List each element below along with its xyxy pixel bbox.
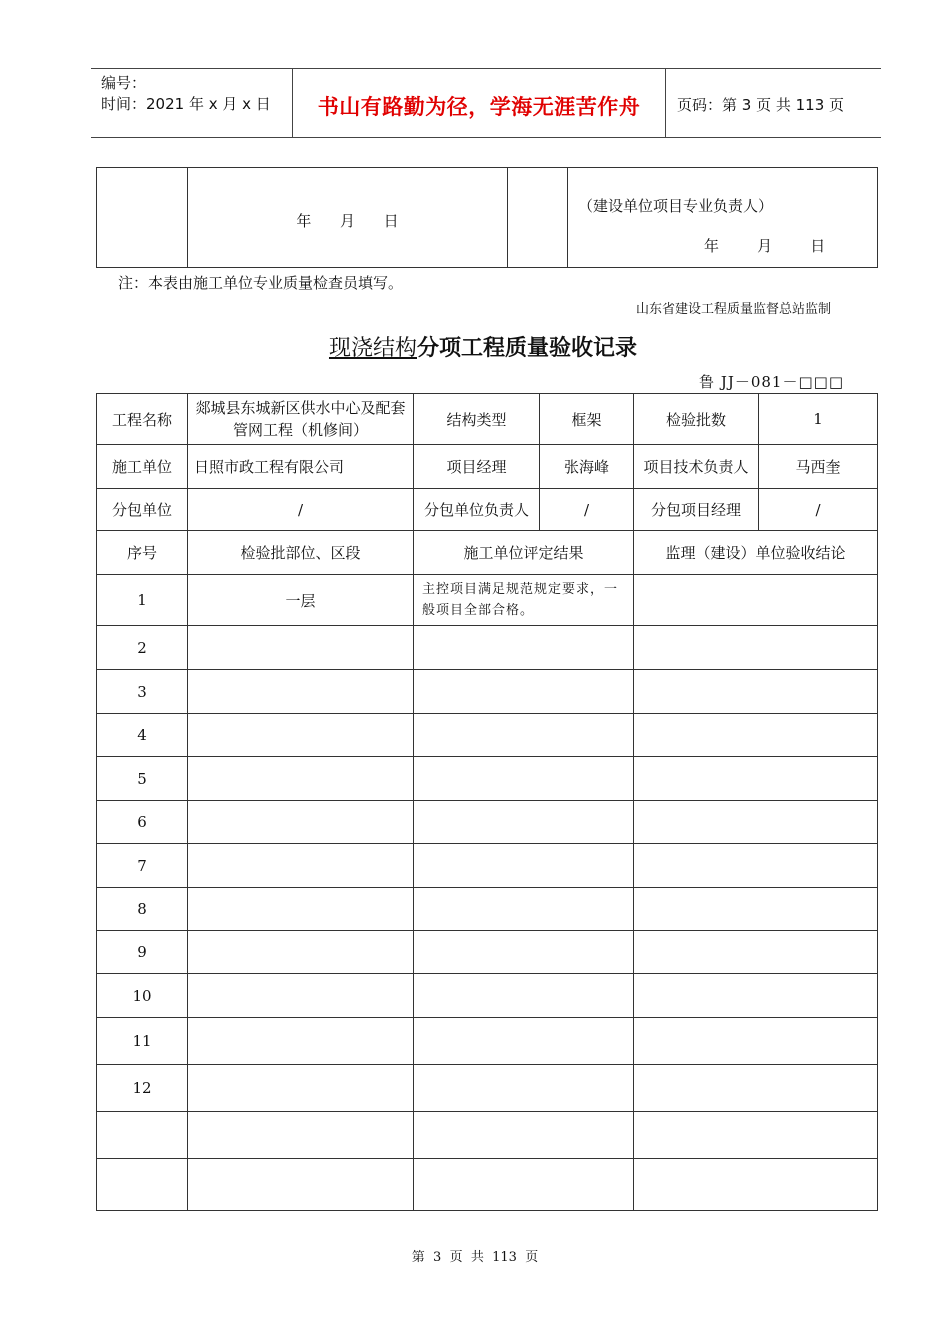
row-part xyxy=(188,1159,414,1211)
row-part xyxy=(188,670,414,714)
row-number: 6 xyxy=(97,801,188,844)
row-result xyxy=(414,714,634,757)
tech-lead-label: 项目技术负责人 xyxy=(634,445,759,489)
number-label: 编号： xyxy=(101,74,147,92)
row-number: 2 xyxy=(97,626,188,670)
sub-lead: / xyxy=(540,489,634,531)
responsible-label: （建设单位项目专业负责人） xyxy=(578,197,774,215)
table-row xyxy=(97,1065,878,1112)
page-number-label: 页码：第 3 页 共 113 页 xyxy=(677,96,845,114)
row-part xyxy=(188,757,414,801)
responsible-cell xyxy=(568,168,878,268)
table-row xyxy=(97,670,878,714)
row-result xyxy=(414,801,634,844)
row-result xyxy=(414,626,634,670)
row-result xyxy=(414,844,634,888)
row-conclusion xyxy=(634,1065,878,1112)
form-note: 注：本表由施工单位专业质量检查员填写。 xyxy=(118,274,404,292)
table-row xyxy=(97,1112,878,1159)
row-part xyxy=(188,714,414,757)
row-conclusion xyxy=(634,974,878,1018)
signature-table xyxy=(96,167,878,268)
signature-date: 年 月 日 xyxy=(296,212,399,230)
supervising-station: 山东省建设工程质量监督总站监制 xyxy=(635,302,831,317)
row-result xyxy=(414,1159,634,1211)
table-row xyxy=(97,974,878,1018)
sub: / xyxy=(188,489,414,531)
tech-lead: 马西奎 xyxy=(759,445,878,489)
row-part xyxy=(188,974,414,1018)
inspection-table xyxy=(96,393,878,1211)
table-row xyxy=(97,757,878,801)
contractor: 日照市政工程有限公司 xyxy=(188,445,414,489)
row-conclusion xyxy=(634,888,878,931)
row-result xyxy=(414,1112,634,1159)
column-header: 施工单位评定结果 xyxy=(414,531,634,575)
column-header: 序号 xyxy=(97,531,188,575)
header-motto: 书山有路勤为径，学海无涯苦作舟 xyxy=(317,95,641,119)
table-row xyxy=(97,575,878,626)
signature-cell xyxy=(97,168,188,268)
row-number xyxy=(97,1159,188,1211)
row-conclusion xyxy=(634,844,878,888)
pm: 张海峰 xyxy=(540,445,634,489)
header-meta xyxy=(101,73,271,115)
row-conclusion xyxy=(634,1112,878,1159)
row-result xyxy=(414,1018,634,1065)
column-header: 检验批部位、区段 xyxy=(188,531,414,575)
table-row xyxy=(97,626,878,670)
header-divider xyxy=(665,69,666,137)
pm-label: 项目经理 xyxy=(414,445,540,489)
row-conclusion xyxy=(634,931,878,974)
row-number: 11 xyxy=(97,1018,188,1065)
row-part xyxy=(188,888,414,931)
row-part xyxy=(188,931,414,974)
row-part xyxy=(188,1065,414,1112)
sub-pm: / xyxy=(759,489,878,531)
row-conclusion xyxy=(634,714,878,757)
row-part xyxy=(188,626,414,670)
project-name-label: 工程名称 xyxy=(97,394,188,445)
row-result xyxy=(414,670,634,714)
row-number: 8 xyxy=(97,888,188,931)
table-row xyxy=(97,844,878,888)
row-number: 1 xyxy=(97,575,188,626)
row-conclusion xyxy=(634,575,878,626)
title-underlined: 现浇结构 xyxy=(328,336,417,361)
batch-count-label: 检验批数 xyxy=(634,394,759,445)
row-number: 4 xyxy=(97,714,188,757)
sub-lead-label: 分包单位负责人 xyxy=(414,489,540,531)
row-conclusion xyxy=(634,626,878,670)
table-row xyxy=(97,1159,878,1211)
page-header xyxy=(91,68,881,138)
row-number: 9 xyxy=(97,931,188,974)
row-conclusion xyxy=(634,757,878,801)
row-part xyxy=(188,844,414,888)
project-name: 郯城县东城新区供水中心及配套管网工程（机修间） xyxy=(188,394,414,445)
row-result xyxy=(414,974,634,1018)
row-conclusion xyxy=(634,670,878,714)
contractor-label: 施工单位 xyxy=(97,445,188,489)
structure-type: 框架 xyxy=(540,394,634,445)
table-row xyxy=(97,931,878,974)
row-part xyxy=(188,801,414,844)
table-row xyxy=(97,801,878,844)
row-part xyxy=(188,1018,414,1065)
sub-label: 分包单位 xyxy=(97,489,188,531)
page-title xyxy=(0,331,950,362)
row-part: 一层 xyxy=(188,575,414,626)
responsible-date: 年 月 日 xyxy=(704,237,826,255)
row-part xyxy=(188,1112,414,1159)
table-row xyxy=(97,888,878,931)
time-label: 时间：2021 年 x 月 x 日 xyxy=(101,95,271,113)
form-code: 鲁 JJ－081－□□□ xyxy=(699,373,844,391)
column-header: 监理（建设）单位验收结论 xyxy=(634,531,878,575)
row-result xyxy=(414,757,634,801)
row-number: 7 xyxy=(97,844,188,888)
row-number xyxy=(97,1112,188,1159)
signature-date-cell xyxy=(188,168,508,268)
row-conclusion xyxy=(634,1018,878,1065)
row-number: 3 xyxy=(97,670,188,714)
row-result xyxy=(414,1065,634,1112)
row-number: 10 xyxy=(97,974,188,1018)
batch-count: 1 xyxy=(759,394,878,445)
title-main: 分项工程质量验收记录 xyxy=(417,336,638,361)
column-header-row xyxy=(97,531,878,575)
row-conclusion xyxy=(634,801,878,844)
structure-type-label: 结构类型 xyxy=(414,394,540,445)
row-conclusion xyxy=(634,1159,878,1211)
row-number: 5 xyxy=(97,757,188,801)
page-footer: 第 3 页 共 113 页 xyxy=(411,1250,539,1265)
row-result: 主控项目满足规范规定要求，一般项目全部合格。 xyxy=(414,575,634,626)
sub-pm-label: 分包项目经理 xyxy=(634,489,759,531)
signature-cell xyxy=(508,168,568,268)
row-result xyxy=(414,931,634,974)
row-number: 12 xyxy=(97,1065,188,1112)
row-result xyxy=(414,888,634,931)
table-row xyxy=(97,714,878,757)
table-row xyxy=(97,1018,878,1065)
